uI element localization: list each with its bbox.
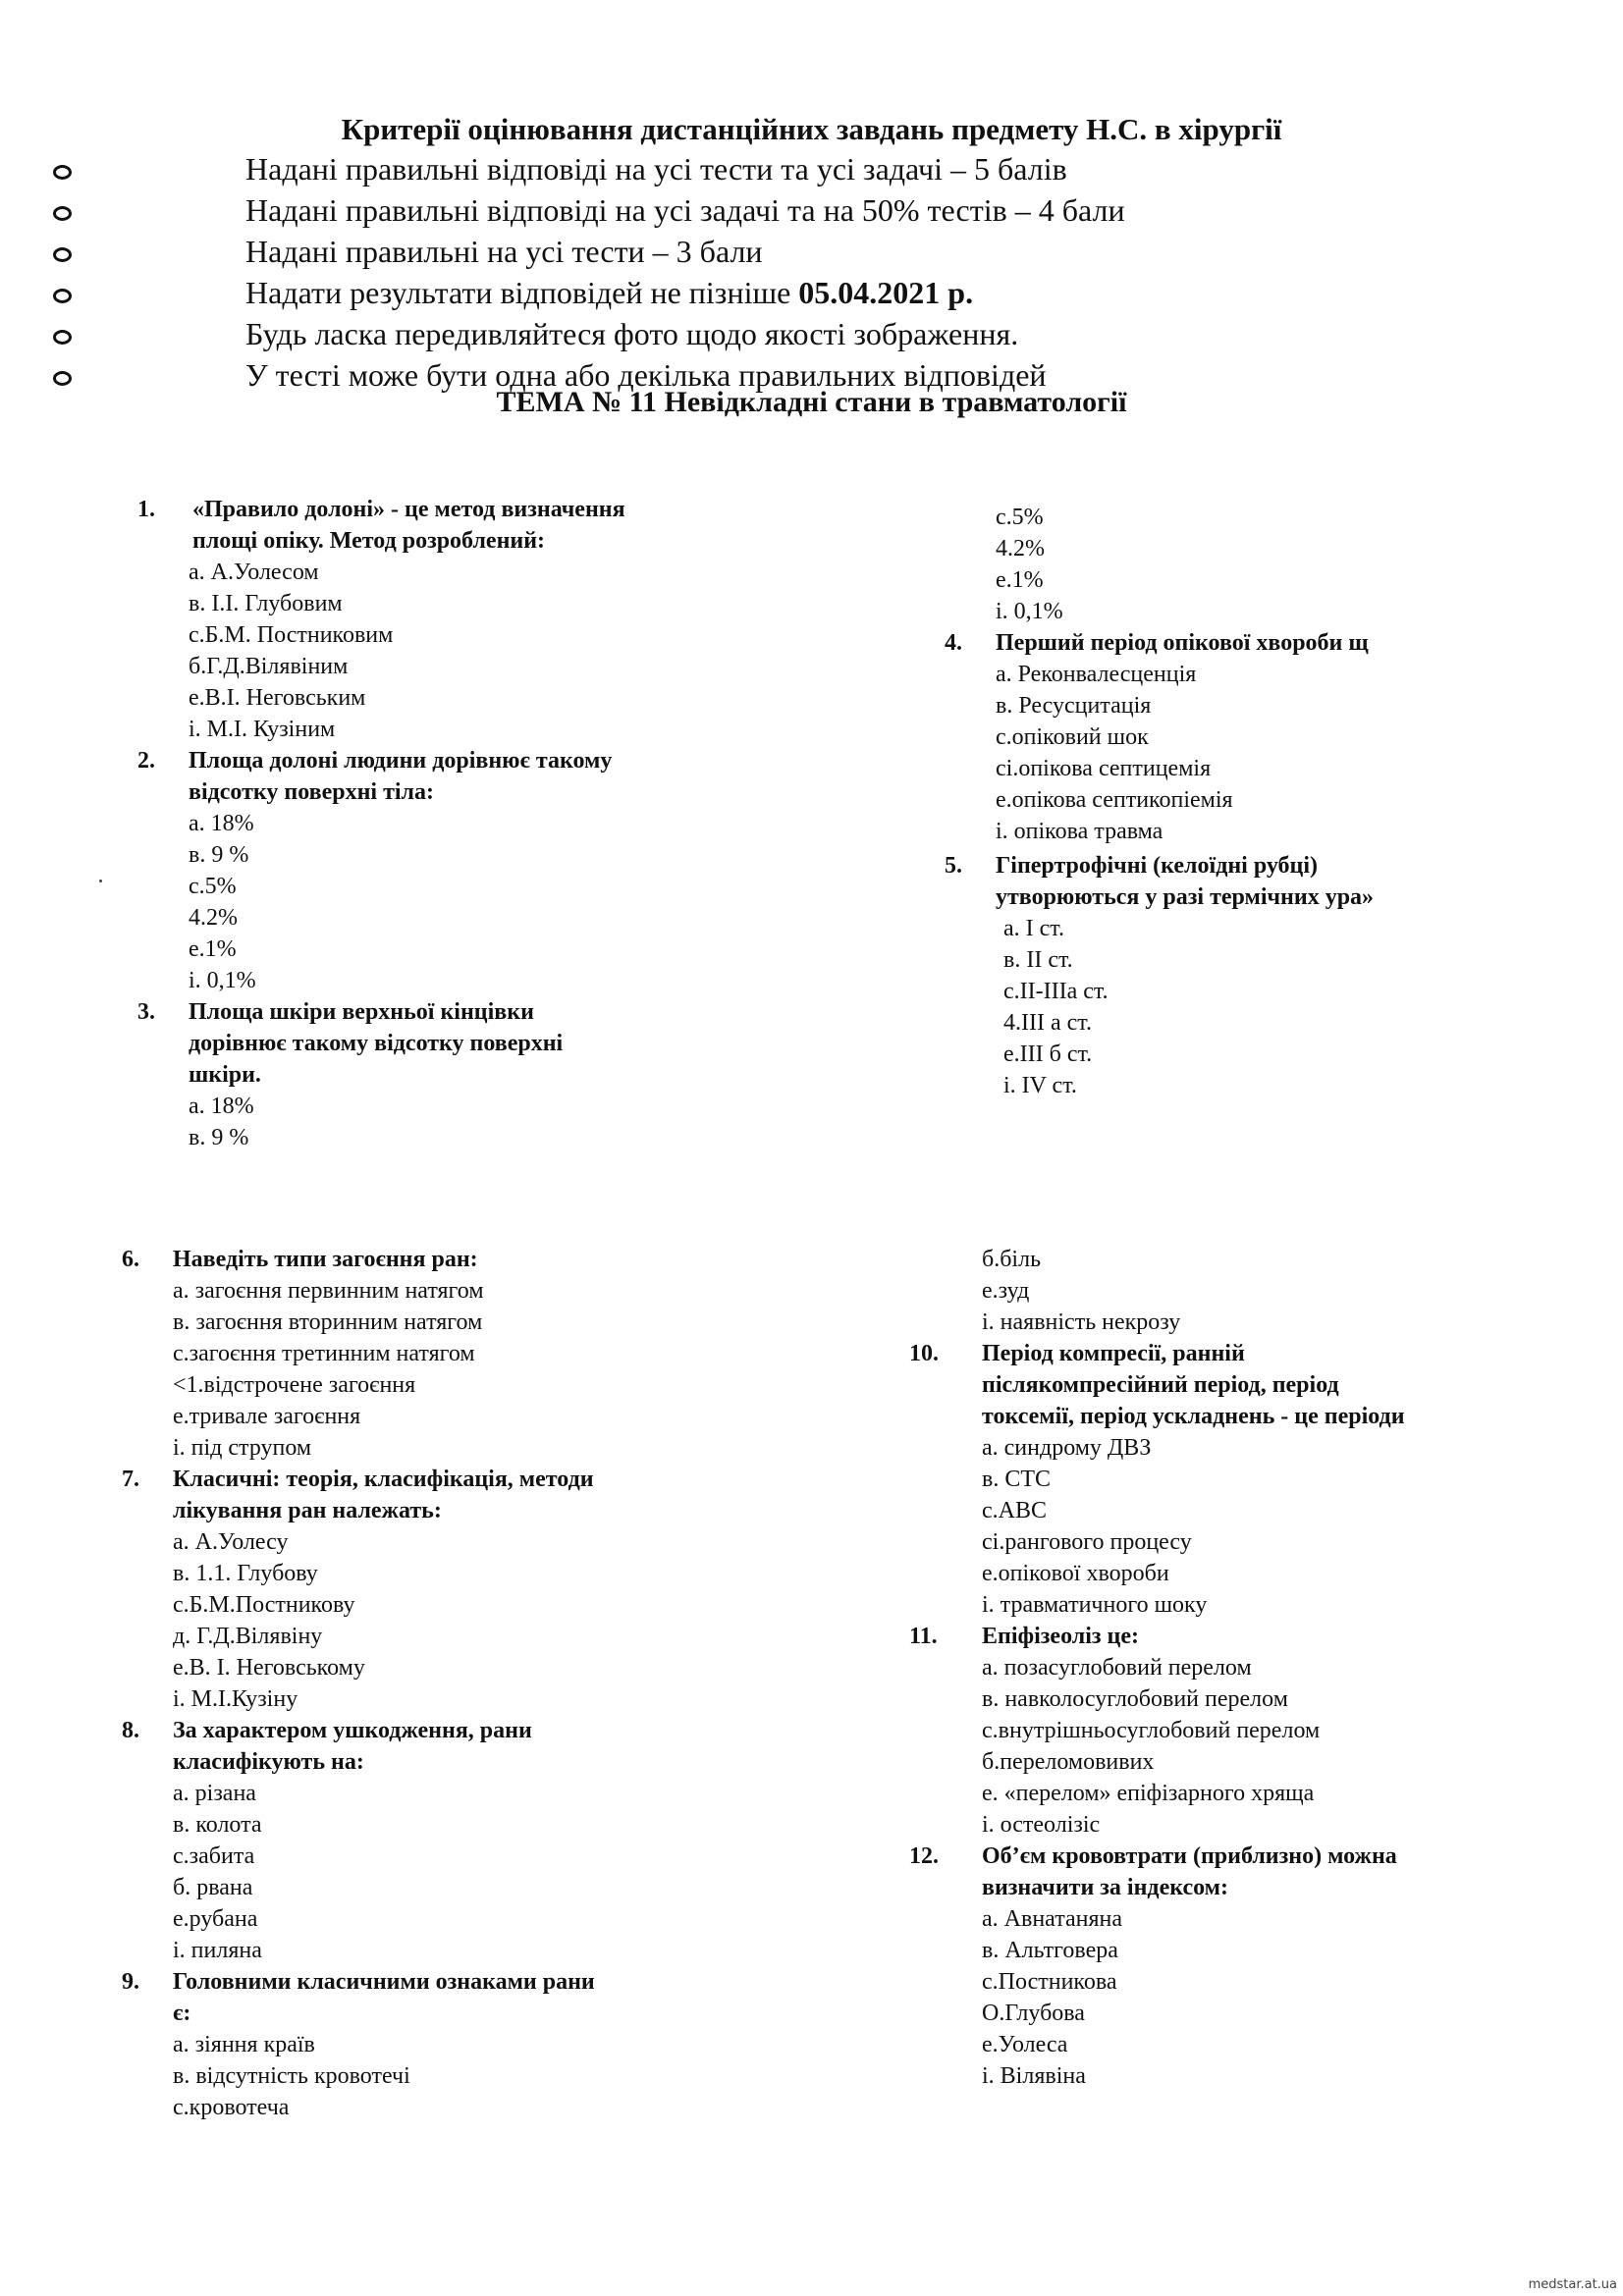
question-text-line: Епіфізеоліз це: bbox=[982, 1624, 1140, 1649]
question-number: 10. bbox=[909, 1341, 939, 1366]
answer-option[interactable]: і. під струпом bbox=[173, 1435, 312, 1461]
criterion-5: Будь ласка передивляйтеся фото щодо якості зображення. bbox=[245, 316, 1019, 351]
answer-option[interactable]: с.кровотеча bbox=[173, 2095, 290, 2120]
question-text bbox=[173, 1966, 595, 2029]
answer-options bbox=[982, 1903, 1122, 2092]
answer-options bbox=[173, 1778, 262, 1966]
answer-options bbox=[996, 502, 1063, 627]
answer-option[interactable]: а. зіяння країв bbox=[173, 2032, 315, 2057]
bullet-icon bbox=[53, 371, 72, 386]
answer-option[interactable]: і. травматичного шоку bbox=[982, 1592, 1208, 1618]
question-text-line: Період компресії, ранній bbox=[982, 1341, 1245, 1366]
answer-option[interactable]: і. 0,1% bbox=[189, 968, 256, 993]
topic-heading: ТЕМА № 11 Невідкладні стани в травматології bbox=[496, 386, 1127, 418]
answer-option[interactable]: і. М.І. Кузіним bbox=[189, 717, 336, 742]
question-text bbox=[996, 850, 1374, 913]
answer-options bbox=[173, 1526, 365, 1715]
answer-option[interactable]: а. 18% bbox=[189, 811, 254, 836]
answer-options bbox=[982, 1244, 1180, 1338]
answer-option[interactable]: б.біль bbox=[982, 1247, 1042, 1272]
answer-option[interactable]: а. А.Уолесу bbox=[173, 1529, 289, 1555]
question-text-line: післякомпресійний період, період bbox=[982, 1372, 1339, 1398]
question-number: 2. bbox=[137, 748, 155, 774]
answer-option[interactable]: а. 18% bbox=[189, 1094, 254, 1119]
answer-option[interactable]: б.Г.Д.Вілявіним bbox=[189, 654, 349, 679]
question-text-line: визначити за індексом: bbox=[982, 1875, 1228, 1900]
answer-option[interactable]: сі.опікова септицемія bbox=[996, 756, 1212, 781]
question-text-line: є: bbox=[173, 2001, 191, 2026]
answer-option[interactable]: а. Реконвалесценція bbox=[996, 662, 1197, 687]
bullet-icon bbox=[53, 247, 72, 262]
answer-option[interactable]: в. навколосуглобовий перелом bbox=[982, 1686, 1288, 1712]
answer-option[interactable]: в. 9 % bbox=[189, 842, 249, 868]
question-text bbox=[173, 1244, 478, 1275]
answer-option[interactable]: а. А.Уолесом bbox=[189, 560, 319, 585]
answer-option[interactable]: 4.ІІІ а ст. bbox=[1003, 1010, 1092, 1036]
answer-option[interactable]: в. Ресусцитація bbox=[996, 693, 1152, 719]
answer-option[interactable]: в. ІІ ст. bbox=[1003, 947, 1073, 973]
question-text bbox=[189, 745, 612, 808]
bullet-icon bbox=[53, 206, 72, 221]
answer-option[interactable]: в. 1.1. Глубову bbox=[173, 1561, 318, 1586]
question-text-line: Об’єм крововтрати (приблизно) можна bbox=[982, 1843, 1397, 1869]
watermark: medstar.at.ua bbox=[1528, 2277, 1617, 2292]
answer-option[interactable]: а. синдрому ДВЗ bbox=[982, 1435, 1152, 1461]
answer-option[interactable]: б. рвана bbox=[173, 1875, 253, 1900]
answer-option[interactable]: с.АВС bbox=[982, 1498, 1047, 1523]
answer-options bbox=[173, 1275, 484, 1464]
question-text bbox=[982, 1621, 1139, 1652]
answer-option[interactable]: с.опіковий шок bbox=[996, 724, 1149, 750]
deadline-date: 05.04.2021 р. bbox=[798, 275, 974, 310]
page-title: Критерії оцінювання дистанційних завдань предмету Н.С. в хірургії bbox=[341, 112, 1282, 146]
question-number: 8. bbox=[122, 1718, 139, 1743]
stray-dot bbox=[99, 880, 102, 882]
answer-option[interactable]: в. І.І. Глубовим bbox=[189, 591, 343, 616]
question-text-line: Наведіть типи загоєння ран: bbox=[173, 1247, 478, 1272]
answer-option[interactable]: і. IV ст. bbox=[1003, 1073, 1077, 1098]
criterion-1: Надані правильні відповіді на усі тести та усі задачі – 5 балів bbox=[245, 151, 1067, 187]
question-number: 11. bbox=[909, 1624, 938, 1649]
answer-option[interactable]: 4.2% bbox=[189, 905, 238, 931]
answer-option[interactable]: і. остеолізіс bbox=[982, 1812, 1101, 1838]
answer-option[interactable]: і. наявність некрозу bbox=[982, 1309, 1181, 1335]
answer-option[interactable]: е.опікової хвороби bbox=[982, 1561, 1169, 1586]
answer-option[interactable]: в. загоєння вторинним натягом bbox=[173, 1309, 483, 1335]
answer-option[interactable]: с.Б.М. Постниковим bbox=[189, 622, 394, 648]
answer-option[interactable]: б.переломовивих bbox=[982, 1749, 1155, 1775]
question-text-line: «Правило долоні» - це метод визначення bbox=[192, 497, 625, 522]
question-number: 9. bbox=[122, 1969, 139, 1995]
answer-option[interactable]: і. опікова травма bbox=[996, 819, 1163, 844]
answer-option[interactable]: е.1% bbox=[996, 567, 1044, 593]
question-text bbox=[996, 627, 1369, 659]
answer-option[interactable]: е. «перелом» епіфізарного хряща bbox=[982, 1781, 1315, 1806]
answer-options bbox=[982, 1432, 1207, 1621]
answer-option[interactable]: е.1% bbox=[189, 936, 237, 962]
criterion-3: Надані правильні на усі тести – 3 бали bbox=[245, 234, 763, 269]
answer-option[interactable]: в. відсутність кровотечі bbox=[173, 2063, 410, 2089]
question-number: 3. bbox=[137, 999, 155, 1025]
answer-option[interactable]: е.тривале загоєння bbox=[173, 1404, 361, 1429]
answer-option[interactable]: а. І ст. bbox=[1003, 916, 1064, 941]
answer-option[interactable]: е.В.І. Неговським bbox=[189, 685, 366, 711]
answer-options bbox=[173, 2029, 410, 2123]
answer-option[interactable]: і. Вілявіна bbox=[982, 2063, 1086, 2089]
question-text-line: відсотку поверхні тіла: bbox=[189, 779, 434, 805]
question-number: 7. bbox=[122, 1467, 139, 1492]
answer-option[interactable]: в. 9 % bbox=[189, 1125, 249, 1150]
answer-option[interactable]: с.Б.М.Постникову bbox=[173, 1592, 355, 1618]
question-text-line: лікування ран належать: bbox=[173, 1498, 442, 1523]
answer-options bbox=[189, 557, 393, 745]
question-text bbox=[982, 1841, 1397, 1903]
answer-option[interactable]: в. колота bbox=[173, 1812, 262, 1838]
question-text-line: Перший період опікової хвороби щ bbox=[996, 630, 1369, 656]
answer-option[interactable]: с.забита bbox=[173, 1843, 255, 1869]
answer-options bbox=[189, 808, 256, 996]
question-number: 5. bbox=[945, 853, 962, 879]
answer-option[interactable]: д. Г.Д.Вілявіну bbox=[173, 1624, 323, 1649]
question-number: 12. bbox=[909, 1843, 939, 1869]
answer-option[interactable]: а. загоєння первинним натягом bbox=[173, 1278, 484, 1304]
question-text-line: класифікують на: bbox=[173, 1749, 364, 1775]
answer-options bbox=[982, 1652, 1320, 1841]
criterion-2: Надані правильні відповіді на усі задачі та на 50% тестів – 4 бали bbox=[245, 192, 1125, 228]
answer-option[interactable]: е.опікова септикопіемія bbox=[996, 787, 1233, 813]
answer-options bbox=[189, 1091, 254, 1153]
bullet-icon bbox=[53, 165, 72, 180]
answer-option[interactable]: <1.відстрочене загоєння bbox=[173, 1372, 416, 1398]
criterion-6: У тесті може бути одна або декілька правильних відповідей bbox=[245, 357, 1047, 393]
question-text-line: Площа шкіри верхньої кінцівки bbox=[189, 999, 534, 1025]
question-text-line: шкіри. bbox=[189, 1062, 261, 1088]
answer-option[interactable]: і. 0,1% bbox=[996, 599, 1063, 624]
answer-option[interactable]: с.ІІ-ІІІа ст. bbox=[1003, 979, 1109, 1004]
question-text-line: утворюються у разі термічних ура» bbox=[996, 884, 1375, 910]
answer-option[interactable]: в. Альтговера bbox=[982, 1938, 1118, 1963]
question-text bbox=[189, 996, 563, 1091]
question-text bbox=[173, 1715, 532, 1778]
answer-option[interactable]: с.Постникова bbox=[982, 1969, 1117, 1995]
question-text bbox=[173, 1464, 594, 1526]
answer-options bbox=[1003, 913, 1109, 1101]
question-number: 4. bbox=[945, 630, 962, 656]
answer-option[interactable]: О.Глубова bbox=[982, 2001, 1085, 2026]
answer-option[interactable]: е.В. І. Неговському bbox=[173, 1655, 365, 1681]
question-text-line: Класичні: теорія, класифікація, методи bbox=[173, 1467, 594, 1492]
question-text bbox=[982, 1338, 1405, 1432]
answer-option[interactable]: а. позасуглобовий перелом bbox=[982, 1655, 1252, 1681]
question-text-line: Головними класичними ознаками рани bbox=[173, 1969, 595, 1995]
question-text-line: Гіпертрофічні (келоїдні рубці) bbox=[996, 853, 1319, 879]
answer-option[interactable]: і. пиляна bbox=[173, 1938, 262, 1963]
answer-option[interactable]: с.внутрішньосуглобовий перелом bbox=[982, 1718, 1321, 1743]
answer-option[interactable]: е.Уолеса bbox=[982, 2032, 1068, 2057]
answer-options bbox=[996, 659, 1233, 847]
answer-option[interactable]: с.5% bbox=[189, 874, 237, 899]
answer-option[interactable]: е.ІІІ б ст. bbox=[1003, 1041, 1093, 1067]
bullet-icon bbox=[53, 289, 72, 303]
answer-option[interactable]: в. СТС bbox=[982, 1467, 1052, 1492]
answer-option[interactable]: і. М.І.Кузіну bbox=[173, 1686, 298, 1712]
question-text bbox=[192, 494, 625, 557]
answer-option[interactable]: а. Авнатаняна bbox=[982, 1906, 1123, 1932]
question-text-line: дорівнює такому відсотку поверхні bbox=[189, 1031, 564, 1056]
bullet-icon bbox=[53, 330, 72, 345]
question-text-line: токсемії, період ускладнень - це періоди bbox=[982, 1404, 1405, 1429]
question-number: 1. bbox=[137, 497, 155, 522]
answer-option[interactable]: сі.рангового процесу bbox=[982, 1529, 1192, 1555]
answer-option[interactable]: 4.2% bbox=[996, 536, 1045, 561]
answer-option[interactable]: е.рубана bbox=[173, 1906, 258, 1932]
answer-option[interactable]: с.загоєння третинним натягом bbox=[173, 1341, 475, 1366]
answer-option[interactable]: с.5% bbox=[996, 505, 1044, 530]
answer-option[interactable]: а. різана bbox=[173, 1781, 256, 1806]
question-text-line: За характером ушкодження, рани bbox=[173, 1718, 532, 1743]
question-number: 6. bbox=[122, 1247, 139, 1272]
criterion-4: Надати результати відповідей не пізніше 05.04.2021 р. bbox=[245, 275, 974, 310]
answer-option[interactable]: е.зуд bbox=[982, 1278, 1030, 1304]
question-text-line: Площа долоні людини дорівнює такому bbox=[189, 748, 613, 774]
question-text-line: площі опіку. Метод розроблений: bbox=[192, 528, 546, 554]
